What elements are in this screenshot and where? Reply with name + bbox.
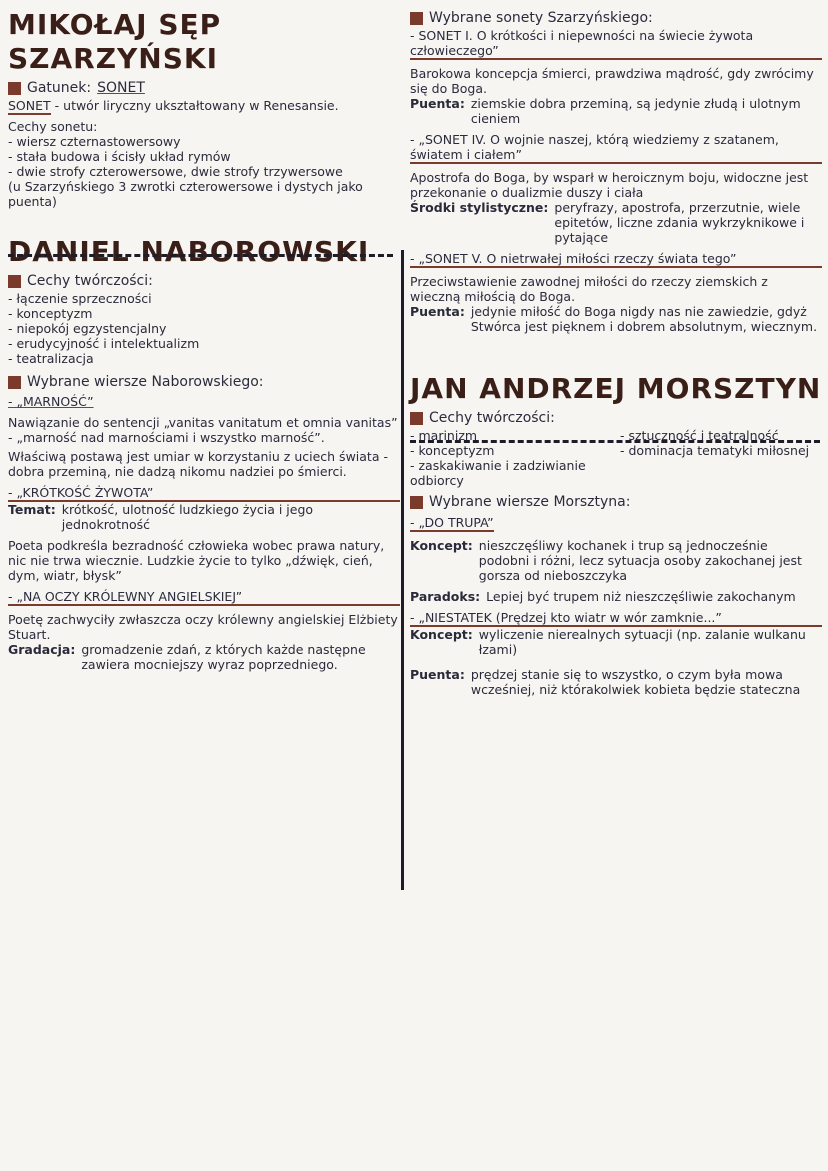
cecha-item: - łączenie sprzeczności (8, 291, 152, 306)
koncept-value: wyliczenie nierealnych sytuacji (np. zalanie wulkanu łzami) (478, 627, 806, 657)
cecha-item: - dominacja tematyki miłosnej (620, 443, 810, 458)
bullet-square-icon (410, 496, 423, 509)
gatunek-line (8, 80, 400, 96)
morsztyn-cechy-head (410, 410, 822, 426)
paradoks-row (410, 589, 822, 604)
bullet-square-icon (8, 275, 21, 288)
gradacja-value: gromadzenie zdań, z których każde następne zawiera mocniejszy wyraz poprzedniego. (81, 642, 366, 672)
sonet-5-text: Przeciwstawienie zawodnej miłości do rzeczy ziemskich z wieczną miłością do Boga. (410, 274, 768, 304)
paradoks-key: Paradoks: (410, 589, 481, 604)
sonet-1-title: - SONET I. O krótkości i niepewności na świecie żywota człowieczego” (410, 28, 822, 60)
gatunek-label: Gatunek: (27, 80, 92, 96)
puenta-key: Puenta: (410, 96, 465, 111)
sonet-key: SONET (8, 98, 51, 113)
koncept-value: nieszczęśliwy kochanek i trup są jednocześnie podobni i różni, lecz sytuacja osoby zakochanej jest gorsza od nieboszczyka (478, 538, 802, 583)
cechy-tworczosci-head (8, 273, 400, 289)
cecha-sonetu: (u Szarzyńskiego 3 zwrotki czterowersowe i dystych jako puenta) (8, 179, 363, 209)
cecha-item: - konceptyzm (410, 443, 495, 458)
morsztyn-cechy-grid (410, 428, 822, 488)
wybrane-head (8, 374, 400, 390)
marnosc-text: Nawiązanie do sentencji „vanitas vanitatum et omnia vanitas” - „marność nad marnościami i wszystko marność”. (8, 415, 398, 445)
left-column (8, 8, 400, 672)
morsztyn-wybrane-title: Wybrane wiersze Morsztyna: (429, 494, 631, 510)
cecha-sonetu: - stała budowa i ścisły układ rymów (8, 149, 231, 164)
cecha-item: - teatralizacja (8, 351, 94, 366)
wybrane-sonety-title: Wybrane sonety Szarzyńskiego: (429, 10, 653, 26)
bullet-square-icon (410, 12, 423, 25)
koncept-row-2 (410, 627, 822, 657)
sonet-definition (8, 98, 400, 113)
poem-title-marnosc (8, 394, 400, 409)
poem-title-text: - „MARNOŚĆ” (8, 394, 94, 409)
cecha-item: - sztuczność i teatralność (620, 428, 779, 443)
section-divider (8, 254, 393, 257)
srodki-key: Środki stylistyczne: (410, 200, 549, 215)
cechy-right-list (620, 428, 822, 488)
marnosc-text-2: Właściwą postawą jest umiar w korzystaniu z uciech świata - dobra przeminą, nie dadzą nikomu nadziei po śmierci. (8, 449, 388, 479)
puenta-key: Puenta: (410, 304, 465, 319)
puenta-value: ziemskie dobra przeminą, są jedynie złudą i ulotnym cieniem (470, 96, 801, 126)
srodki-row (410, 200, 822, 245)
cechy-left-list (410, 428, 612, 488)
temat-key: Temat: (8, 502, 56, 517)
cechy-sonetu-title: Cechy sonetu: (8, 119, 98, 134)
bullet-square-icon (8, 376, 21, 389)
sonet-1-puenta (410, 96, 822, 126)
sonet-5-title: - „SONET V. O nietrwałej miłości rzeczy świata tego” (410, 251, 822, 268)
wybrane-sonety-head (410, 10, 822, 26)
puenta-key: Puenta: (410, 667, 465, 682)
right-column (410, 8, 822, 697)
sonet-text: - utwór liryczny ukształtowany w Renesansie. (54, 98, 339, 113)
oczy-text: Poetę zachwyciły zwłaszcza oczy królewny angielskiej Elżbiety Stuart. (8, 612, 398, 642)
morsztyn-wybrane-head (410, 494, 822, 510)
cecha-item: - niepokój egzystencjalny (8, 321, 167, 336)
column-divider (401, 250, 404, 890)
poem-title-krotkosc: - „KRÓTKOŚĆ ŻYWOTA” (8, 485, 400, 502)
cecha-item: - zaskakiwanie i zadziwianie odbiorcy (410, 458, 586, 488)
cecha-item: - marinizm (410, 428, 478, 443)
puenta-row-morsztyn (410, 667, 822, 697)
morsztyn-cechy-title: Cechy twórczości: (429, 410, 555, 426)
sonet-4-title: - „SONET IV. O wojnie naszej, którą wiedziemy z szatanem, światem i ciałem” (410, 132, 822, 164)
title-szarzynski: MIKOŁAJ SĘP SZARZYŃSKI (8, 8, 222, 75)
bullet-square-icon (410, 412, 423, 425)
cecha-sonetu: - dwie strofy czterowersowe, dwie strofy trzywersowe (8, 164, 343, 179)
title-naborowski: DANIEL NABOROWSKI (8, 235, 370, 268)
cecha-sonetu: - wiersz czternastowersowy (8, 134, 181, 149)
poem-title-do-trupa: - „DO TRUPA” (410, 515, 494, 530)
bullet-square-icon (8, 82, 21, 95)
sonet-5-puenta (410, 304, 822, 334)
koncept-key: Koncept: (410, 627, 473, 642)
poem-title-oczy: - „NA OCZY KRÓLEWNY ANGIELSKIEJ” (8, 589, 400, 606)
sonet-4-text: Apostrofa do Boga, by wsparł w heroicznym boju, widoczne jest przekonanie o dualizmie duszy i ciała (410, 170, 809, 200)
wybrane-title: Wybrane wiersze Naborowskiego: (27, 374, 264, 390)
puenta-value: jedynie miłość do Boga nigdy nas nie zawiedzie, gdyż Stwórca jest pięknem i dobrem absolutnym, wiecznym. (470, 304, 818, 334)
temat-value: krótkość, ulotność ludzkiego życia i jego jednokrotność (61, 502, 314, 532)
cechy-tworczosci-title: Cechy twórczości: (27, 273, 153, 289)
krotkosc-text: Poeta podkreśla bezradność człowieka wobec prawa natury, nic nie trwa wiecznie. Ludzkie życie to tylko „dźwięk, cień, dym, wiatr, błysk” (8, 538, 385, 583)
srodki-value: peryfrazy, apostrofa, przerzutnie, wiele epitetów, liczne zdania wykrzyknikowe i pytające (554, 200, 805, 245)
poem-title-niestatek: - „NIESTATEK (Prędzej kto wiatr w wór zamknie...” (410, 610, 822, 627)
gradacja-row (8, 642, 400, 672)
cecha-item: - konceptyzm (8, 306, 93, 321)
koncept-key: Koncept: (410, 538, 473, 553)
puenta-value: prędzej stanie się to wszystko, o czym była mowa wcześniej, niż którakolwiek kobieta będzie stateczna (470, 667, 801, 697)
sonet-1-text: Barokowa koncepcja śmierci, prawdziwa mądrość, gdy zwrócimy się do Boga. (410, 66, 814, 96)
gatunek-value: SONET (97, 80, 145, 96)
cecha-item: - erudycyjność i intelektualizm (8, 336, 200, 351)
gradacja-key: Gradacja: (8, 642, 76, 657)
temat-row (8, 502, 400, 532)
paradoks-value: Lepiej być trupem niż nieszczęśliwie zakochanym (486, 589, 796, 604)
koncept-row (410, 538, 822, 583)
title-morsztyn: JAN ANDRZEJ MORSZTYN (410, 372, 822, 405)
